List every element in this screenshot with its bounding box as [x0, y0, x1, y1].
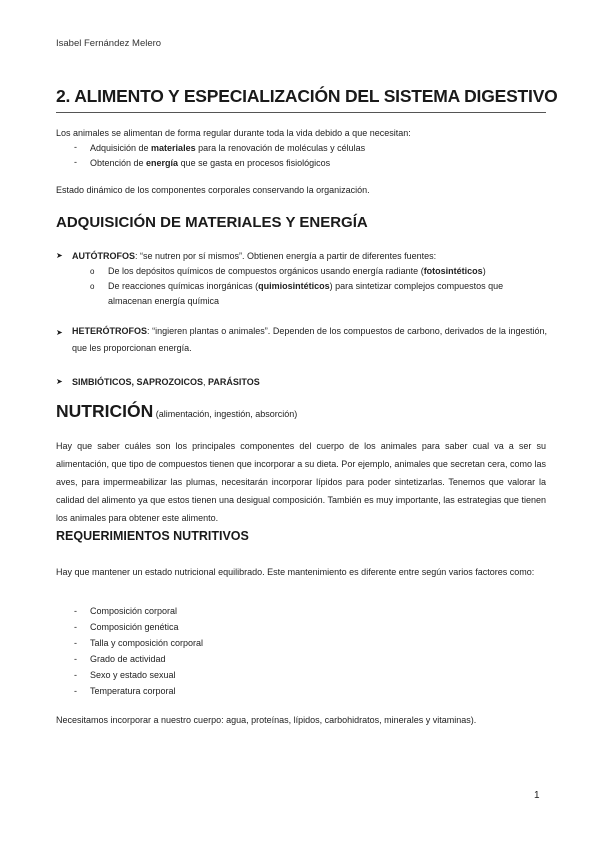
factor-item: Composición corporal	[90, 606, 178, 616]
arrow-bullet-icon: ➤	[56, 251, 63, 260]
requerimientos-paragraph: Hay que mantener un estado nutricional equilibrado. Este mantenimiento es diferente entre según varios factores como:	[56, 567, 535, 577]
circle-bullet-icon: o	[90, 282, 95, 291]
arrow-bullet-icon: ➤	[56, 328, 63, 337]
arrow-bullet-icon: ➤	[56, 377, 63, 386]
dash-marker: -	[74, 670, 77, 680]
intro-state: Estado dinámico de los componentes corporales conservando la organización.	[56, 185, 370, 195]
header-author: Isabel Fernández Melero	[56, 38, 162, 49]
section-heading-requerimientos: REQUERIMIENTOS NUTRITIVOS	[56, 529, 249, 543]
section-heading-adquisicion: ADQUISICIÓN DE MATERIALES Y ENERGÍA	[56, 214, 368, 231]
dash-marker: -	[74, 622, 77, 632]
dash-marker: -	[74, 606, 77, 616]
source-item-quimiosinteticos: De reacciones químicas inorgánicas (quimiosintéticos) para sintetizar complejos compuestos que almacenan energía química	[108, 281, 504, 306]
other-types-item: SIMBIÓTICOS, SAPROZOICOS, PARÁSITOS	[72, 377, 260, 387]
circle-bullet-icon: o	[90, 267, 95, 276]
dash-marker: -	[74, 686, 77, 696]
factor-item: Grado de actividad	[90, 654, 166, 664]
dash-marker: -	[74, 157, 77, 167]
factor-item: Temperatura corporal	[90, 686, 176, 696]
page-number: 1	[534, 790, 540, 801]
need-item-energia: Obtención de energía que se gasta en procesos fisiológicos	[90, 158, 331, 168]
requerimientos-closing: Necesitamos incorporar a nuestro cuerpo: agua, proteínas, lípidos, carbohidratos, minerales y vitaminas).	[56, 715, 477, 725]
factor-item: Composición genética	[90, 622, 179, 632]
heterotrofos-item: HETERÓTROFOS: “ingieren plantas o animales”. Dependen de los compuestos de carbono, derivados de la ingestión, que les proporcionan energía.	[72, 326, 547, 353]
dash-marker: -	[74, 654, 77, 664]
need-item-materiales: Adquisición de materiales para la renovación de moléculas y células	[90, 143, 366, 153]
intro-lead: Los animales se alimentan de forma regular durante toda la vida debido a que necesitan:	[56, 128, 411, 138]
section-heading-nutricion: NUTRICIÓN (alimentación, ingestión, absorción)	[56, 401, 298, 421]
dash-marker: -	[74, 142, 77, 152]
dash-marker: -	[74, 638, 77, 648]
factor-item: Talla y composición corporal	[90, 638, 204, 648]
factor-item: Sexo y estado sexual	[90, 670, 176, 680]
page-title: 2. ALIMENTO Y ESPECIALIZACIÓN DEL SISTEMA DIGESTIVO	[56, 86, 546, 113]
autotrofos-item: AUTÓTROFOS: “se nutren por sí mismos”. Obtienen energía a partir de diferentes fuentes:	[72, 251, 437, 261]
source-item-fotosinteticos: De los depósitos químicos de compuestos orgánicos usando energía radiante (fotosintéticos)	[108, 266, 486, 276]
nutricion-paragraph: Hay que saber cuáles son los principales componentes del cuerpo de los animales para saber cual va a ser su alimentación, que tipo de compuestos tienen que incorporar a su dieta. Por ejemplo, animales que secretan cera, como las aves, para impermeabilizar las plumas, necesitarán incorporar lípidos para poder sintetizarlas. Tenemos que valorar la calidad del alimento ya que estos tienen una desigual composición. También es muy importante, las estrategias que tienen los animales para obtener este alimento.	[56, 441, 546, 523]
